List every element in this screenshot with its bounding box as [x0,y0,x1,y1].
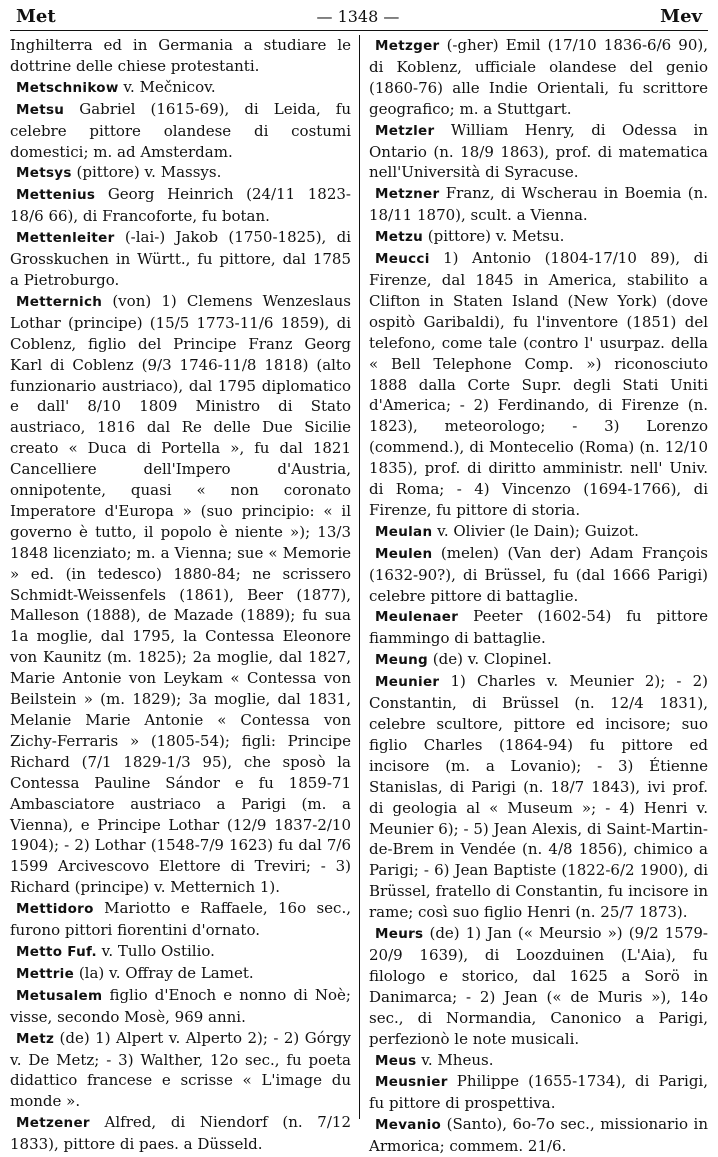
entry-headword: Metternich [16,293,103,310]
entry-text: (pittore) v. Metsu. [423,227,565,246]
entry-text: 1) Charles v. Meunier 2); - 2) Constantin, di Brüssel (n. 12/4 1831), celebre scultore, pittore ed incisore; suo figlio Charles (1864-94) fu pittore ed incisore (m. a Lovanio); - 3) Étienne Stanislas, di Parigi (n. 18/7 1843), ivi prof. di geologia al « Museum »; - 4) Henri v. Meunier 6); - 5) Jean Alexis, di Saint-Martin-de-Brem in Vendée (n. 4/8 1856), chimico a Parigi; - 6) Jean Baptiste (1822-6/2 1900), di Brüssel, fratello di Constantin, fu incisore in rame; così suo figlio Henri (n. 25/7 1873). [369,672,708,922]
entry-headword: Metto Fuf. [16,943,97,960]
entry-headword: Mettrie [16,965,75,982]
dictionary-entry [10,963,351,985]
dictionary-entry [369,606,708,649]
entry-text: (la) v. Offray de Lamet. [74,963,254,982]
dictionary-entry [10,898,351,941]
left-column [10,35,359,1154]
dictionary-entry [369,521,708,543]
dictionary-entry [10,162,351,184]
entry-headword: Metzger [375,38,440,54]
entry-text: v. Tullo Ostilio. [96,941,215,960]
page-number: — 1348 — [316,7,400,26]
dictionary-entry [369,35,708,120]
entry-text: Gabriel (1615-69), di Leida, fu celebre pittore olandese di costumi domestici; m. ad Amsterdam. [10,99,351,161]
page-header [16,6,702,28]
dictionary-entry [10,1028,351,1113]
dictionary-entry [369,248,708,521]
entry-text: Inghilterra ed in Germania a studiare le dottrine delle chiese protestanti. [10,36,351,75]
entry-headword: Mettenius [16,187,96,204]
entry-headword: Mettenleiter [16,230,115,247]
entry-headword: Metusalem [16,987,103,1004]
entry-headword: Metzler [375,122,435,139]
entry-text: Mariotto e Raffaele, 16o sec., furono pittori fiorentini d'ornato. [10,899,351,940]
dictionary-entry [369,649,708,671]
dictionary-entry [369,671,708,923]
entry-text: Philippe (1655-1734), di Parigi, fu pittore di prospettiva. [369,1072,708,1113]
dictionary-entry [10,35,351,77]
entry-text: Franz, di Wscherau in Boemia (n. 18/11 1870), scult. a Vienna. [369,184,708,225]
header-rule [10,30,708,31]
dictionary-entry [369,1050,708,1072]
dictionary-entry [10,77,351,99]
entry-headword: Metzener [16,1115,90,1132]
entry-headword: Metschnikow [16,79,119,96]
dictionary-entry [369,120,708,184]
entry-text: (de) 1) Alpert v. Alperto 2); - 2) Górgy v. De Metz; - 3) Walther, 12o sec., fu poeta didattico francese e scrisse « L'image du monde ». [10,1028,351,1111]
header-left-word: Met [16,6,56,27]
entry-headword: Meurs [375,926,424,943]
entry-text: Peeter (1602-54) fu pittore fiammingo di battaglie. [369,607,708,648]
dictionary-entry [10,184,351,227]
entry-headword: Meus [375,1052,417,1069]
entry-text: (-gher) Emil (17/10 1836-6/6 90), di Koblenz, ufficiale olandese del genio (1860-76) alle Indie Orientali, fu scrittore geografico; m. a Stuttgart. [369,36,708,118]
entry-text: (von) 1) Clemens Wenzeslaus Lothar (principe) (15/5 1773-11/6 1859), di Coblenz, figlio del Principe Franz Georg Karl di Coblenz (9/3 1746-11/8 1818) (alto funzionario austriaco), dal 1795 diplomatico e dall' 8/10 1809 Ministro di Stato austriaco, 1816 dal Re delle Due Sicilie creato « Duca di Portella », fu dal 1821 Cancelliere dell'Impero d'Austria, onnipotente, quasi « non coronato Imperatore d'Europa » (suo principio: « il governo è tutto, il popolo è niente »); 13/3 1848 licenziato; m. a Vienna; sue « Memorie » ed. (in tedesco) 1880-84; ne scrissero Schmidt-Weissenfels (1861), Beer (1877), Malleson (1888), de Mazade (1889); fu sua 1a moglie, dal 1795, la Contessa Eleonore von Kaunitz (m. 1825); 2a moglie, dal 1827, Marie Antonie von Leykam « Contessa von Beilstein » (m. 1829); 3a moglie, dal 1831, Melanie Marie Antonie « Contessa von Zichy-Ferraris » (1805-54); figli: Principe Richard (7/1 1829-1/3 95), che sposò la Contessa Pauline Sándor e fu 1859-71 Ambasciatore austriaco a Parigi (m. a Vienna), e Principe Lothar (12/9 1837-2/10 1904); - 2) Lothar (1548-7/9 1623) fu dal 7/6 1599 Arcivescovo Elettore di Treviri; - 3) Richard (principe) v. Metternich 1). [10,291,351,897]
dictionary-entry [369,183,708,226]
entry-headword: Meulen [375,545,433,562]
dictionary-entry [10,227,351,291]
entry-text: (pittore) v. Massys. [71,163,222,182]
entry-headword: Meulan [375,523,433,540]
dictionary-entry [10,941,351,963]
entry-text: (melen) (Van der) Adam François (1632-90?), di Brüssel, fu (dal 1666 Parigi) celebre pittore di battaglie. [369,543,708,605]
entry-text: 1) Antonio (1804-17/10 89), di Firenze, dal 1845 in America, stabilito a Clifton in Staten Island (New York) (dove ospitò Garibaldi), fu l'inventore (1851) del telefono, come tale (contro l' usurpaz. della « Bell Telephone Comp. ») riconosciuto 1888 dalla Corte Supr. degli Stati Uniti d'America; - 2) Ferdinando, di Firenze (n. 1823), meteorologo; - 3) Lorenzo (commend.), di Montecelio (Roma) (n. 12/10 1835), prof. di diritto amministr. nell' Univ. di Roma; - 4) Vincenzo (1694-1766), di Firenze, fu pittore di storia. [369,249,708,519]
entry-headword: Metsys [16,165,72,182]
entry-text: Alfred, di Niendorf (n. 7/12 1833), pittore di paes. a Düsseld. [10,1113,351,1154]
dictionary-entry [10,985,351,1028]
entry-text: figlio d'Enoch e nonno di Noè; visse, secondo Mosè, 969 anni. [10,985,351,1026]
entry-headword: Meusnier [375,1074,448,1091]
entry-headword: Metsu [16,101,65,118]
entry-text: (-lai-) Jakob (1750-1825), di Grosskuchen in Württ., fu pittore, dal 1785 a Pietroburgo. [10,228,351,289]
right-column [359,35,708,1156]
entry-headword: Meulenaer [375,609,459,626]
entry-headword: Metz [16,1030,55,1047]
entry-headword: Metzner [375,186,440,203]
dictionary-entry [10,1112,351,1155]
entry-headword: Mevanio [375,1117,442,1134]
dictionary-entry [369,1071,708,1114]
entry-text: Georg Heinrich (24/11 1823-18/6 66), di Francoforte, fu botan. [10,185,351,226]
dictionary-entry [10,99,351,163]
entry-headword: Mettidoro [16,901,94,918]
entry-text: v. Mheus. [416,1050,494,1069]
dictionary-entry [369,543,708,607]
entry-text: v. Olivier (le Dain); Guizot. [432,521,639,540]
columns [10,35,708,1156]
entry-text: v. Mečnicov. [118,77,216,96]
entry-text: William Henry, di Odessa in Ontario (n. 18/9 1863), prof. di matematica nell'Università di Syracuse. [369,120,708,182]
dictionary-entry [369,923,708,1049]
entry-text: (de) v. Clopinel. [427,650,552,669]
entry-headword: Meung [375,652,428,669]
entry-text: (Santo), 6o-7o sec., missionario in Armorica; commem. 21/6. [369,1115,708,1156]
dictionary-entry [369,226,708,248]
entry-headword: Meucci [375,251,430,268]
dictionary-entry [10,291,351,898]
entry-headword: Meunier [375,674,440,691]
dictionary-entry [369,1114,708,1157]
header-right-word: Mev [660,6,702,27]
entry-text: (de) 1) Jan (« Meursio ») (9/2 1579-20/9 1639), di Loozduinen (L'Aia), fu filologo e storico, dal 1625 a Sorö in Danimarca; - 2) Jean (« de Muris »), 14o sec., di Normandia, Canonico a Parigi, perfezionò le note musicali. [369,924,708,1048]
entry-headword: Metzu [375,229,424,246]
